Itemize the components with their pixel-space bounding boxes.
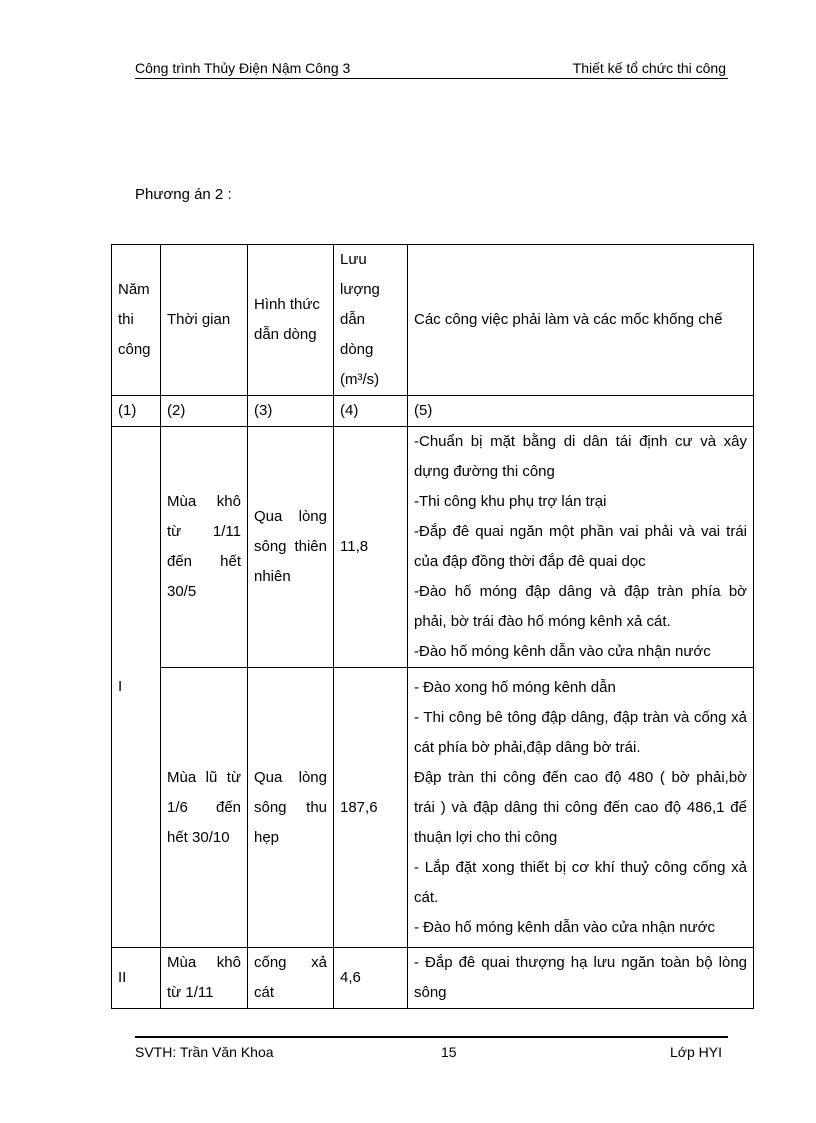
task-item: Đập tràn thi công đến cao độ 480 ( bờ phải,bờ trái ) và đập dâng thi công đến cao độ 486,1 để thuận lợi cho thi công [414, 768, 747, 846]
task-item: -Chuẩn bị mặt bằng di dân tái định cư và xây dựng đường thi công [414, 433, 747, 480]
header-flow-text: Lưu lượng dẫn dòng [340, 251, 380, 358]
task-item: - Đào xong hố móng kênh dẫn [414, 678, 616, 696]
header-project-name: Công trình Thủy Điện Nậm Công 3 [135, 60, 351, 76]
flow-cell: 187,6 [334, 668, 408, 948]
tasks-cell [408, 427, 754, 668]
tasks-cell [408, 948, 754, 1009]
year-cell: II [112, 948, 161, 1009]
column-number: (3) [248, 396, 334, 427]
option-title: Phương án 2 : [135, 186, 232, 203]
flow-cell: 4,6 [334, 948, 408, 1009]
diversion-cell: cống xả cát [248, 948, 334, 1009]
task-item: -Đào hố móng đập dâng và đập tràn phía bờ phải, bờ trái đào hố móng kênh xả cát. [414, 583, 747, 630]
tasks-cell [408, 668, 754, 948]
task-item: -Thi công khu phụ trợ lán trại [414, 493, 607, 510]
table-number-row [112, 396, 754, 427]
column-number: (1) [112, 396, 161, 427]
diversion-cell: Qua lòng sông thiên nhiên [248, 427, 334, 668]
column-number: (2) [161, 396, 248, 427]
footer-page-number: 15 [441, 1044, 457, 1060]
header-tasks: Các công việc phải làm và các mốc khống chế [408, 245, 754, 396]
header-year: Năm thi công [112, 245, 161, 396]
construction-schedule-table [111, 244, 754, 1009]
task-item: - Đào hố móng kênh dẫn vào cửa nhận nước [414, 918, 715, 936]
table-row [112, 668, 754, 948]
time-cell: Mùa khô từ 1/11 [161, 948, 248, 1009]
table-row [112, 427, 754, 668]
header-diversion: Hình thức dẫn dòng [248, 245, 334, 396]
time-cell: Mùa khô từ 1/11 đến hết 30/5 [161, 427, 248, 668]
page-header [135, 60, 728, 79]
task-item: - Thi công bê tông đập dâng, đập tràn và cống xả cát phía bờ phải,đập dâng bờ trái. [414, 708, 747, 756]
flow-cell: 11,8 [334, 427, 408, 668]
header-flow-unit: (m³/s) [340, 371, 380, 388]
task-item: -Đắp đê quai ngăn một phần vai phải và vai trái của đập đồng thời đắp đê quai dọc [414, 523, 747, 570]
year-cell: I [112, 427, 161, 948]
table-row [112, 948, 754, 1009]
header-time: Thời gian [161, 245, 248, 396]
column-number: (5) [408, 396, 754, 427]
table-header-row [112, 245, 754, 396]
header-flow [334, 245, 408, 396]
page-footer [135, 1036, 728, 1062]
footer-student-name: SVTH: Trần Văn Khoa [135, 1044, 274, 1060]
task-item: - Đắp đê quai thượng hạ lưu ngăn toàn bộ lòng sông [414, 954, 747, 1001]
task-item: - Lắp đặt xong thiết bị cơ khí thuỷ công cống xả cát. [414, 858, 747, 906]
task-item: -Đào hố móng kênh dẫn vào cửa nhận nước [414, 643, 711, 660]
time-cell: Mùa lũ từ 1/6 đến hết 30/10 [161, 668, 248, 948]
header-section-title: Thiết kế tổ chức thi công [572, 60, 726, 76]
column-number: (4) [334, 396, 408, 427]
diversion-cell: Qua lòng sông thu hẹp [248, 668, 334, 948]
footer-class: Lớp HYI [670, 1044, 722, 1060]
